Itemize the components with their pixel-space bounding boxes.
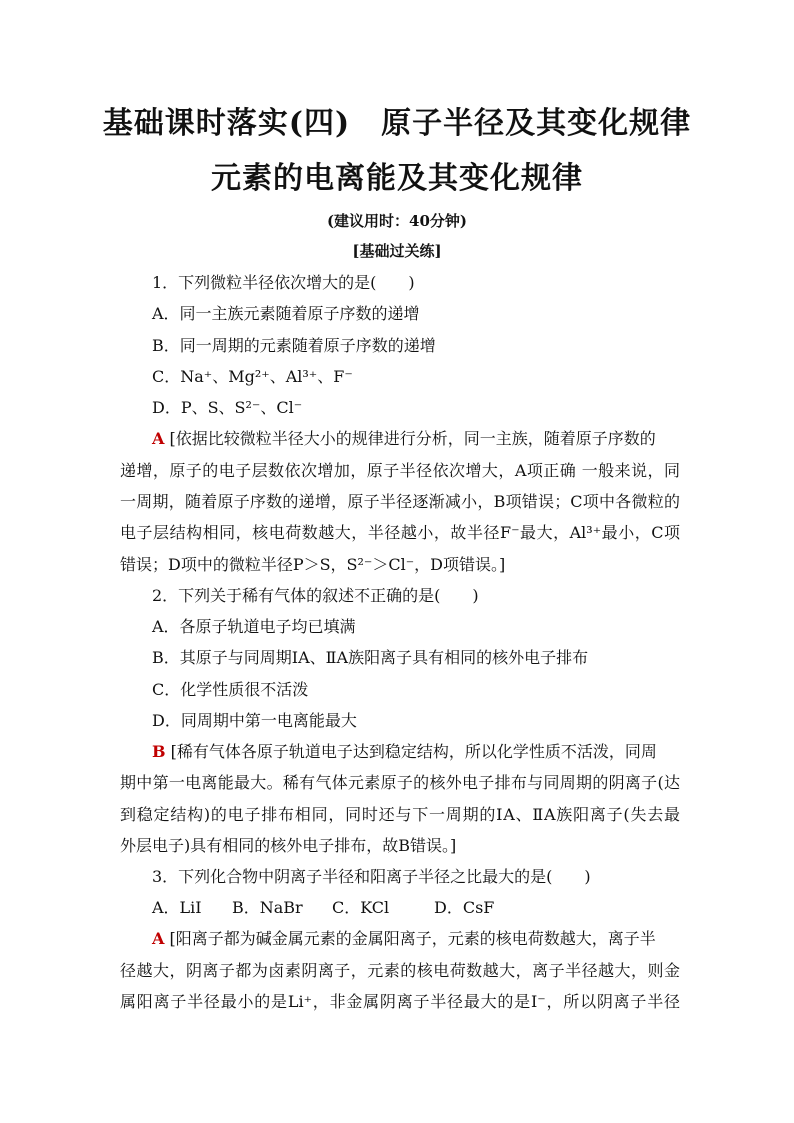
answer-1-line-5: 错误；D项中的微粒半径P＞S，S²⁻＞Cl⁻，D项错误。] <box>120 555 506 574</box>
page-subtitle: 元素的电离能及其变化规律 <box>211 161 583 196</box>
answer-1-key: A <box>152 429 165 448</box>
answer-2-line-2: 期中第一电离能最大。稀有气体元素原子的核外电子排布与同周期的阴离子(达 <box>120 773 680 792</box>
answer-1-line-2: 递增，原子的电子层数依次增加，原子半径依次增大，A项正确 一般来说，同 <box>120 461 680 480</box>
question-2-option-b: B．其原子与同周期ⅠA、ⅡA族阳离子具有相同的核外电子排布 <box>152 648 589 667</box>
answer-2-line-1 <box>152 742 674 762</box>
time-note: (建议用时：40分钟) <box>326 212 468 230</box>
answer-3-line-1 <box>152 929 674 949</box>
answer-3-line-2: 径越大，阴离子都为卤素阴离子，元素的核电荷数越大，离子半径越大，则金 <box>120 961 680 980</box>
question-1-option-a: A．同一主族元素随着原子序数的递增 <box>152 304 420 323</box>
question-3-option-c: C．KCl <box>332 898 390 917</box>
answer-1-line-1 <box>152 429 674 449</box>
question-3-stem: 3．下列化合物中阴离子半径和阳离子半径之比最大的是( ) <box>152 867 591 886</box>
question-3-options <box>152 898 712 918</box>
question-3-option-a: A．LiI <box>152 898 202 917</box>
question-3-option-b: B．NaBr <box>232 898 303 917</box>
page-title: 基础课时落实(四) 原子半径及其变化规律 <box>102 106 692 141</box>
question-2-stem: 2．下列关于稀有气体的叙述不正确的是( ) <box>152 586 479 605</box>
section-heading: [基础过关练] <box>352 242 442 260</box>
question-1-option-c: C．Na⁺、Mg²⁺、Al³⁺、F⁻ <box>152 367 353 386</box>
question-1-option-b: B．同一周期的元素随着原子序数的递增 <box>152 336 436 355</box>
answer-3-text: [阳离子都为碱金属元素的金属阳离子，元素的核电荷数越大，离子半 <box>169 929 656 948</box>
answer-1-line-3: 一周期，随着原子序数的递增，原子半径逐渐减小，B项错误；C项中各微粒的 <box>120 492 680 511</box>
answer-2-line-4: 外层电子)具有相同的核外电子排布，故B错误。] <box>120 836 457 855</box>
answer-2-key: B <box>152 742 166 761</box>
answer-3-line-3: 属阳离子半径最小的是Li⁺，非金属阴离子半径最大的是I⁻，所以阴离子半径 <box>120 992 680 1011</box>
answer-3-key: A <box>152 929 165 948</box>
question-2-option-d: D．同周期中第一电离能最大 <box>152 711 357 730</box>
question-1-option-d: D．P、S、S²⁻、Cl⁻ <box>152 398 303 417</box>
answer-2-line-3: 到稳定结构)的电子排布相同，同时还与下一周期的ⅠA、ⅡA族阳离子(失去最 <box>120 805 680 824</box>
question-1-stem: 1．下列微粒半径依次增大的是( ) <box>152 273 415 292</box>
answer-2-text: [稀有气体各原子轨道电子达到稳定结构，所以化学性质不活泼，同周 <box>170 742 657 761</box>
question-3-option-d: D．CsF <box>434 898 495 917</box>
question-2-option-a: A．各原子轨道电子均已填满 <box>152 617 356 636</box>
answer-1-text: [依据比较微粒半径大小的规律进行分析，同一主族，随着原子序数的 <box>169 429 656 448</box>
answer-1-line-4: 电子层结构相同，核电荷数越大，半径越小，故半径F⁻最大，Al³⁺最小，C项 <box>120 523 680 542</box>
question-2-option-c: C．化学性质很不活泼 <box>152 680 309 699</box>
